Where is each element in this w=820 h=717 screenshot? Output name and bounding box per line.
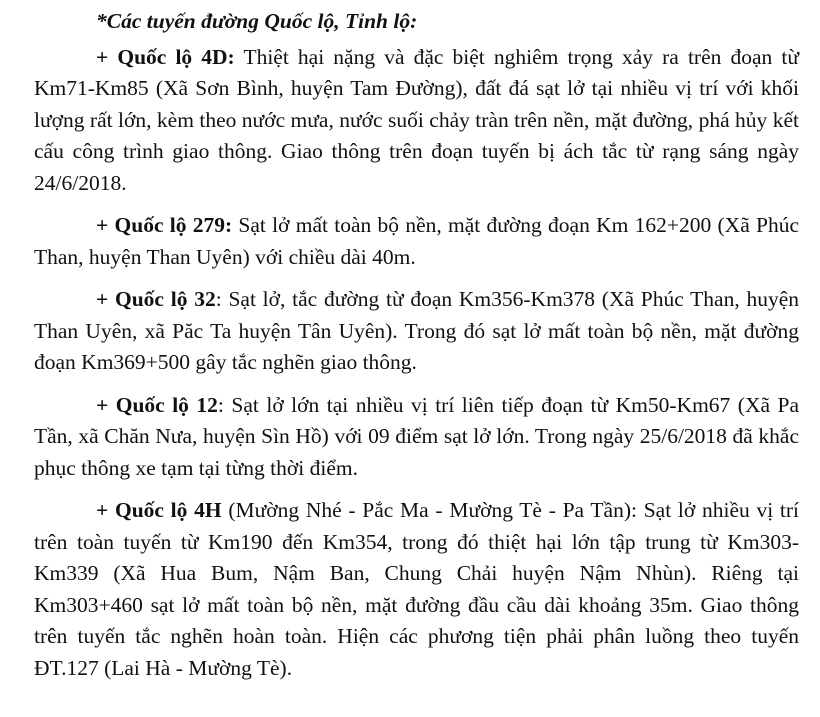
paragraph-ql32 (34, 284, 799, 379)
paragraph-body: Sạt lở mất toàn bộ nền, mặt đường đoạn Km 162+200 (Xã Phúc Than, huyện Than Uyên) với chiều dài 40m. (34, 213, 799, 269)
section-heading: *Các tuyến đường Quốc lộ, Tỉnh lộ: (96, 9, 418, 33)
paragraph-ql4d (34, 42, 799, 200)
document-page (34, 6, 799, 695)
paragraph-lead: + Quốc lộ 12 (96, 392, 218, 417)
paragraph-lead: + Quốc lộ 4D: (96, 44, 235, 69)
paragraph-lead: + Quốc lộ 279: (96, 213, 233, 237)
paragraph-body: (Mường Nhé - Pắc Ma - Mường Tè - Pa Tần): Sạt lở nhiều vị trí trên toàn tuyến từ Km190 đến Km354, trong đó thiệt hại lớn tập trung từ Km303-Km339 (Xã Hua Bum, Nậm Ban, Chung Chải huyện Nậm Nhùn). Riêng tại Km303+460 sạt lở mất toàn bộ nền, mặt đường đầu cầu dài khoảng 35m. Giao thông trên tuyến tắc nghẽn hoàn toàn. Hiện các phương tiện phải phân luồng theo tuyến ĐT.127 (Lai Hà - Mường Tè). (34, 498, 800, 680)
paragraph-ql279 (34, 210, 799, 273)
paragraph-body: : Sạt lở lớn tại nhiều vị trí liên tiếp đoạn từ Km50-Km67 (Xã Pa Tần, xã Chăn Nưa, huyện Sìn Hồ) với 09 điểm sạt lở lớn. Trong ngày 25/6/2018 đã khắc phục thông xe tạm tại từng thời điểm. (34, 392, 799, 480)
paragraph-ql12 (34, 390, 799, 485)
paragraph-ql4h (34, 495, 799, 684)
paragraph-lead: + Quốc lộ 32 (96, 287, 216, 311)
paragraph-lead: + Quốc lộ 4H (96, 498, 222, 522)
paragraph-body: : Sạt lở, tắc đường từ đoạn Km356-Km378 (Xã Phúc Than, huyện Than Uyên, xã Păc Ta huyện Tân Uyên). Trong đó sạt lở mất toàn bộ nền, mặt đường đoạn Km369+500 gây tắc nghẽn giao thông. (34, 287, 800, 374)
paragraph-body: Thiệt hại nặng và đặc biệt nghiêm trọng xảy ra trên đoạn từ Km71-Km85 (Xã Sơn Bình, huyện Tam Đường), đất đá sạt lở tại nhiều vị trí với khối lượng rất lớn, kèm theo nước mưa, nước suối chảy tràn trên nền, mặt đường, phá hủy kết cấu công trình giao thông. Giao thông trên đoạn tuyến bị ách tắc từ rạng sáng ngày 24/6/2018. (34, 44, 800, 195)
